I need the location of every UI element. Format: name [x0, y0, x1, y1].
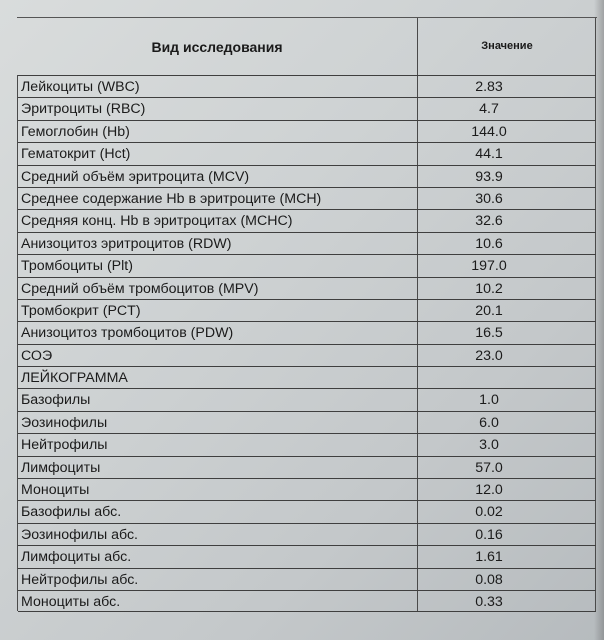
row-test-value — [418, 501, 604, 523]
row-test-value — [418, 345, 604, 367]
row-test-value-text: 20.1 — [475, 302, 503, 319]
row-test-name: Моноциты абс. — [21, 593, 121, 610]
table-row — [18, 366, 596, 388]
row-test-value — [418, 367, 604, 389]
row-test-value — [418, 457, 604, 479]
row-test-name: СОЭ — [21, 347, 53, 364]
row-test-value — [418, 322, 604, 344]
row-test-value — [418, 255, 604, 277]
row-test-name: Моноциты — [21, 482, 90, 499]
row-test-value-text: 0.02 — [475, 504, 503, 521]
row-test-value-text: 3.0 — [479, 437, 499, 454]
table-row — [18, 165, 596, 187]
row-test-value-text: 1.61 — [475, 549, 503, 566]
row-test-value — [418, 569, 604, 591]
table-row — [18, 142, 596, 164]
row-test-value-text: 16.5 — [475, 325, 503, 342]
row-test-value — [418, 524, 604, 546]
row-test-value-text: 57.0 — [475, 459, 503, 476]
row-test-name: Эозинофилы абс. — [21, 526, 138, 543]
row-test-value-text: 44.1 — [475, 146, 503, 163]
table-row — [18, 344, 596, 366]
row-test-name: Нейтрофилы — [21, 437, 108, 454]
row-test-name: Средняя конц. Hb в эритроцитах (MCHC) — [21, 213, 293, 230]
table-row — [18, 321, 596, 343]
row-test-name: Лимфоциты абс. — [21, 549, 132, 566]
table-row — [18, 433, 596, 455]
row-test-value — [418, 479, 604, 501]
row-test-name: Анизоцитоз тромбоцитов (PDW) — [21, 325, 234, 342]
row-test-value-text: 197.0 — [471, 258, 507, 275]
row-test-name: Среднее содержание Hb в эритроците (MCH) — [21, 190, 322, 207]
row-test-value-text: 0.33 — [475, 593, 503, 610]
table-row — [18, 590, 596, 612]
row-test-value — [418, 188, 604, 210]
row-test-value-text: 1.0 — [479, 392, 499, 409]
table-row — [18, 75, 596, 97]
row-test-value-text: 144.0 — [471, 123, 507, 140]
row-test-value-text: 6.0 — [479, 414, 499, 431]
row-test-value — [418, 278, 604, 300]
row-test-value-text: 93.9 — [475, 168, 503, 185]
table-row — [18, 545, 596, 567]
row-test-name: Нейтрофилы абс. — [21, 571, 139, 588]
results-table — [18, 75, 596, 612]
table-row — [18, 478, 596, 500]
row-test-value — [418, 210, 604, 232]
table-row — [18, 568, 596, 590]
row-test-name: Тромбокрит (PCT) — [21, 302, 141, 319]
row-test-name: Гематокрит (Hct) — [21, 146, 131, 163]
row-test-value-text: 10.6 — [475, 235, 503, 252]
row-test-value — [418, 546, 604, 568]
row-test-name: Лимфоциты — [21, 459, 101, 476]
row-test-value — [418, 143, 604, 165]
table-row — [18, 523, 596, 545]
table-row — [18, 209, 596, 231]
row-test-value-text: 4.7 — [479, 101, 499, 118]
table-row — [18, 254, 596, 276]
table-row — [18, 277, 596, 299]
row-test-value-text: 0.16 — [475, 526, 503, 543]
row-test-value — [418, 412, 604, 434]
header-name-column: Вид исследования — [151, 39, 283, 55]
row-test-value — [418, 591, 604, 613]
row-test-name: Базофилы — [21, 392, 91, 409]
header-value-column: Значение — [481, 40, 533, 52]
row-test-name: ЛЕЙКОГРАММА — [21, 370, 128, 387]
row-test-value — [418, 121, 604, 143]
row-test-name: Базофилы абс. — [21, 504, 122, 521]
row-test-value — [418, 98, 604, 120]
table-row — [18, 299, 596, 321]
table-row — [18, 232, 596, 254]
table-row — [18, 456, 596, 478]
table-row — [18, 388, 596, 410]
row-test-value — [418, 300, 604, 322]
row-test-name: Анизоцитоз эритроцитов (RDW) — [21, 235, 232, 252]
table-row — [18, 187, 596, 209]
row-test-name: Тромбоциты (Plt) — [21, 258, 133, 275]
row-test-value-text: 12.0 — [475, 482, 503, 499]
row-test-value-text: 30.6 — [475, 190, 503, 207]
row-test-value — [418, 166, 604, 188]
row-test-value-text: 2.83 — [475, 79, 503, 95]
row-test-name: Эритроциты (RBC) — [21, 101, 146, 118]
row-test-value — [418, 233, 604, 255]
row-test-name: Средний объём эритроцита (MCV) — [21, 168, 250, 185]
row-test-name: Гемоглобин (Hb) — [21, 123, 130, 140]
table-row — [18, 411, 596, 433]
row-test-value-text: 0.08 — [475, 571, 503, 588]
row-test-name: Лейкоциты (WBC) — [21, 79, 140, 95]
table-row — [18, 120, 596, 142]
row-test-value — [418, 76, 604, 98]
row-test-value-text: 32.6 — [475, 213, 503, 230]
row-test-name: Эозинофилы — [21, 414, 108, 431]
row-test-value — [418, 434, 604, 456]
table-row — [18, 500, 596, 522]
row-test-value — [418, 389, 604, 411]
row-test-name: Средний объём тромбоцитов (MPV) — [21, 280, 259, 297]
table-row — [18, 97, 596, 119]
row-test-value-text: 23.0 — [475, 347, 503, 364]
table-header — [17, 17, 597, 76]
row-test-value-text: 10.2 — [475, 280, 503, 297]
